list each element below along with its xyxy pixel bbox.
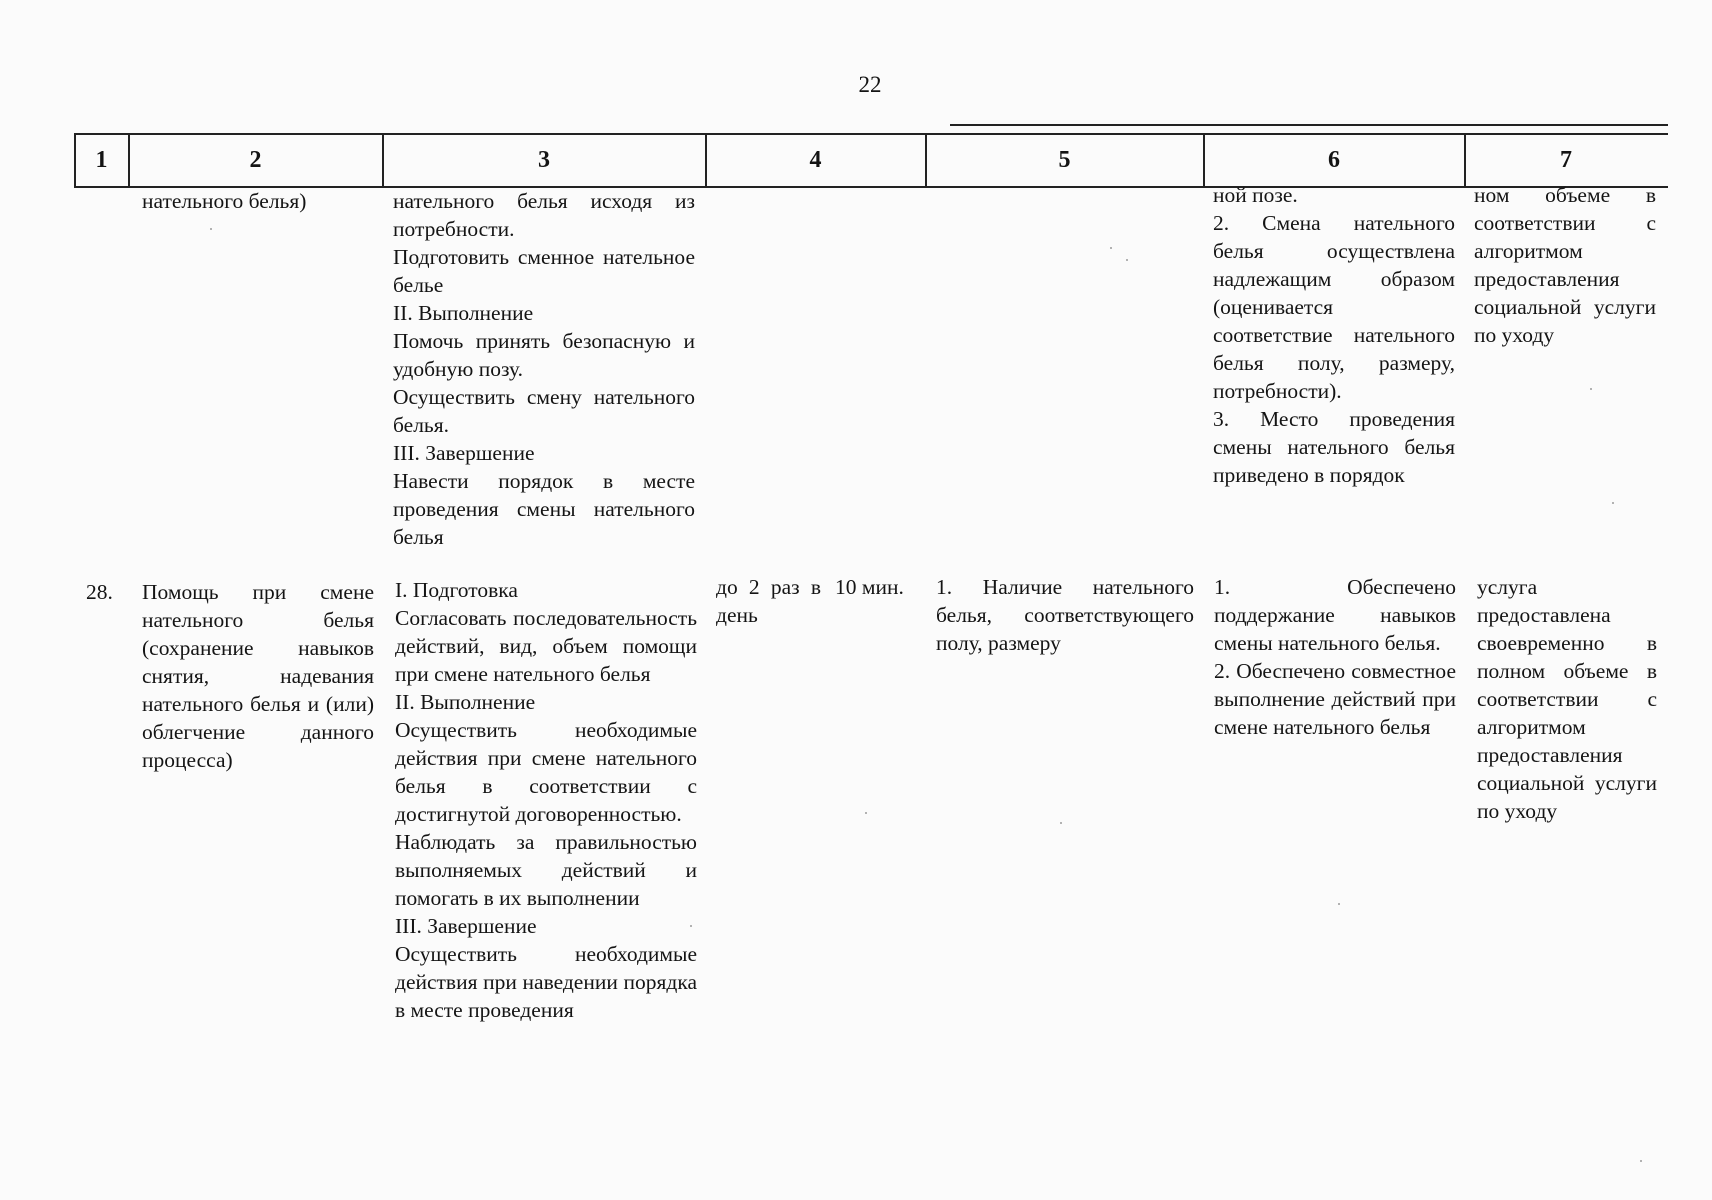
service-procedure xyxy=(395,576,697,1024)
paragraph: Осуществить необходимые действия при смене нательного белья в соответствии с достигнутой договоренностью. xyxy=(395,718,697,826)
scan-speck xyxy=(1110,247,1112,249)
paragraph: Подготовить сменное нательное белье xyxy=(393,245,695,297)
column-header-7: 7 xyxy=(1560,146,1572,173)
service-frequency xyxy=(716,573,821,629)
scan-speck xyxy=(1060,822,1062,824)
section-heading: I. Подготовка xyxy=(395,578,518,602)
paragraph: ном объеме в соответствии с алгоритмом предоставления социальной услуги по уходу xyxy=(1474,183,1656,347)
continuation-quality-indicators xyxy=(1213,181,1455,489)
scan-speck xyxy=(1640,1160,1642,1162)
paragraph: 2. Обеспечено совместное выполнение действий при смене нательного белья xyxy=(1214,659,1456,739)
paragraph: 3. Место проведения смены нательного белья приведено в порядок xyxy=(1213,407,1455,487)
section-heading: III. Завершение xyxy=(393,441,535,465)
section-heading: III. Завершение xyxy=(395,914,537,938)
assessment-result xyxy=(1477,573,1657,825)
paragraph: Осуществить смену нательного белья. xyxy=(393,385,695,437)
paragraph: Наблюдать за правильностью выполняемых действий и помогать в их выполнении xyxy=(395,830,697,910)
continuation-assessment xyxy=(1474,181,1656,349)
row-number: 28. xyxy=(86,580,113,604)
scan-speck xyxy=(1612,502,1614,504)
paragraph: 2. Смена нательного белья осуществлена надлежащим образом (оценивается соответствие нательного белья полу, размеру, потребности). xyxy=(1213,211,1455,403)
continuation-procedure xyxy=(393,187,695,551)
service-duration xyxy=(835,573,925,601)
service-name xyxy=(142,578,374,774)
column-header-6: 6 xyxy=(1328,146,1340,173)
table-top-rule xyxy=(950,124,1668,126)
paragraph: Навести порядок в месте проведения смены нательного белья xyxy=(393,469,695,549)
column-header-3: 3 xyxy=(538,146,550,173)
paragraph: 1. Наличие нательного белья, соответствующего полу, размеру xyxy=(936,575,1194,655)
section-heading: II. Выполнение xyxy=(395,690,536,714)
service-conditions xyxy=(936,573,1194,657)
continuation-service-name xyxy=(142,187,372,215)
scan-speck xyxy=(1338,903,1340,905)
scan-speck xyxy=(690,925,692,927)
quality-indicators xyxy=(1214,573,1456,741)
scan-speck xyxy=(1126,259,1128,261)
page-number: 22 xyxy=(858,72,882,97)
column-header-5: 5 xyxy=(1058,146,1071,173)
column-header-2: 2 xyxy=(249,146,262,173)
frequency-text: до 2 раз в день xyxy=(716,575,821,627)
paragraph: ной позе. xyxy=(1213,183,1298,207)
paragraph: 1. Обеспечено поддержание навыков смены нательного белья. xyxy=(1214,575,1456,655)
scan-speck xyxy=(1590,388,1592,390)
paragraph: Помочь принять безопасную и удобную позу. xyxy=(393,329,695,381)
column-header-1: 1 xyxy=(95,146,108,173)
section-heading: II. Выполнение xyxy=(393,301,534,325)
scan-speck xyxy=(210,228,212,230)
scan-speck xyxy=(865,812,867,814)
duration-text: 10 мин. xyxy=(835,575,904,599)
paragraph: услуга предоставлена своевременно в полном объеме в соответствии с алгоритмом предоставления социальной услуги по уходу xyxy=(1477,575,1657,823)
paragraph: Помощь при смене нательного белья (сохранение навыков снятия, надевания нательного белья и (или) облегчение данного процесса) xyxy=(142,580,374,772)
column-header-4: 4 xyxy=(809,146,822,173)
paragraph: Осуществить необходимые действия при наведении порядка в месте проведения xyxy=(395,942,697,1022)
paragraph: Согласовать последовательность действий, вид, объем помощи при смене нательного белья xyxy=(395,606,697,686)
paragraph: нательного белья исходя из потребности. xyxy=(393,189,695,241)
paragraph: нательного белья) xyxy=(142,189,307,213)
